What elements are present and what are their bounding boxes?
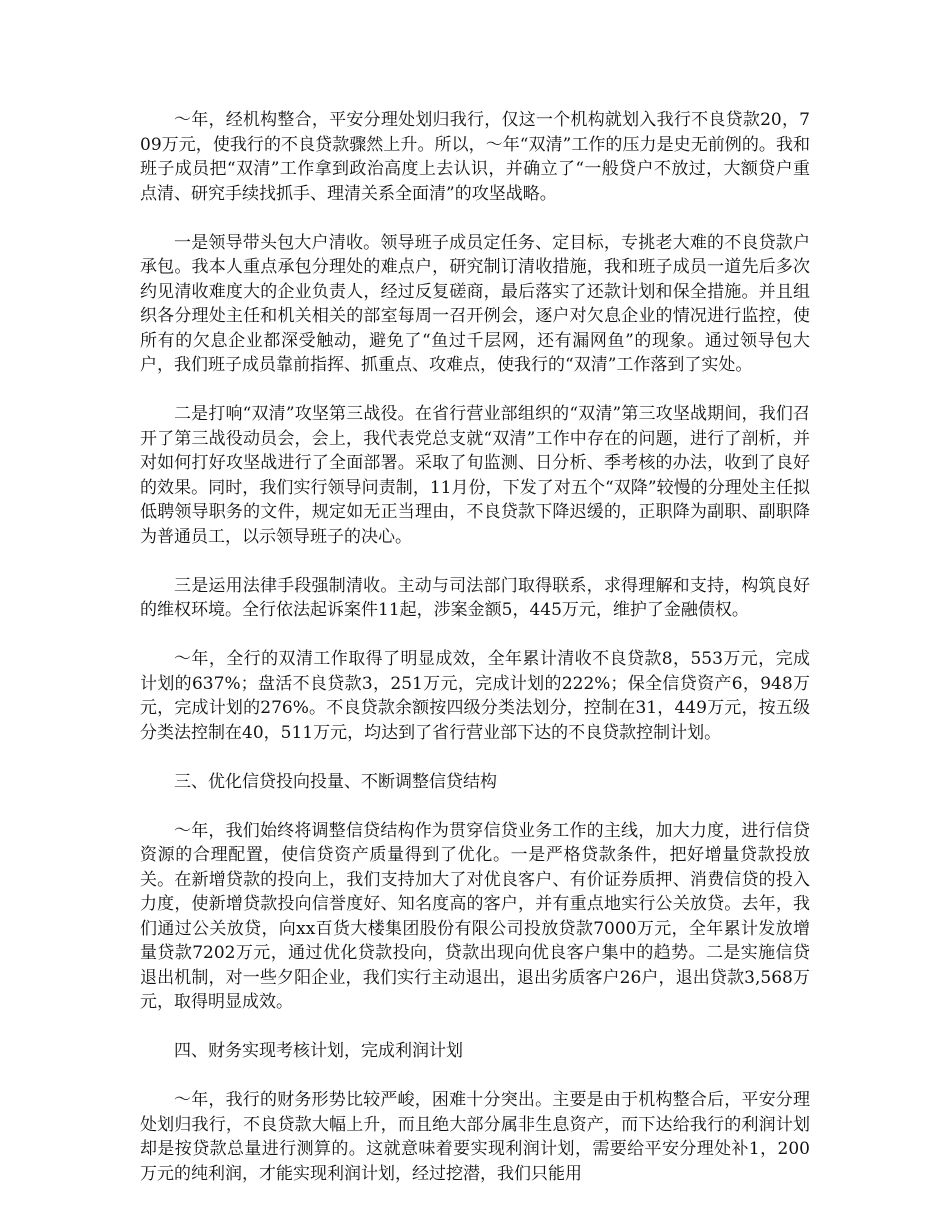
paragraph-leaders-collect: 一是领导带头包大户清收。领导班子成员定任务、定目标，专挑老大难的不良贷款户承包。我本人重点承包分理处的难点户，研究制订清收措施，我和班子成员一道先后多次约见清收难度大的企业负责人，经过反复磋商，最后落实了还款计划和保全措施。并且组织各分理处主任和机关相关的部室每周一召开例会，逐户对欠息企业的情况进行监控，使所有的欠息企业都深受触动，避免了“鱼过千层网，还有漏网鱼”的现象。通过领导包大户，我们班子成员靠前指挥、抓重点、攻难点，使我行的“双清”工作落到了实处。 <box>140 232 810 375</box>
paragraph-credit-structure: ～年，我们始终将调整信贷结构作为贯穿信贷业务工作的主线，加大力度，进行信贷资源的合理配置，使信贷资产质量得到了优化。一是严格贷款条件，把好增量贷款投放关。在新增贷款的投向上，我们支持加大了对优良客户、有价证券质押、消费信贷的投入力度，使新增贷款投向信誉度好、知名度高的客户，并有重点地实行公关放贷。去年，我们通过公关放贷，向xx百货大楼集团股份有限公司投放贷款7000万元，全年累计发放增量贷款7202万元，通过优化贷款投向，贷款出现向优良客户集中的趋势。二是实施信贷退出机制，对一些夕阳企业，我们实行主动退出，退出劣质客户26户，退出贷款3,568万元，取得明显成效。 <box>140 820 810 1012</box>
paragraph-legal-means: 三是运用法律手段强制清收。主动与司法部门取得联系，求得理解和支持，构筑良好的维权环境。全行依法起诉案件11起，涉案金额5，445万元，维护了金融债权。 <box>140 575 810 620</box>
paragraph-results: ～年，全行的双清工作取得了明显成效，全年累计清收不良贷款8，553万元，完成计划的637%；盘活不良贷款3，251万元，完成计划的222%；保全信贷资产6，948万元，完成计划的276%。不良贷款余额按四级分类法划分，控制在31，449万元，按五级分类法控制在40，511万元，均达到了省行营业部下达的不良贷款控制计划。 <box>140 649 810 743</box>
section-heading-finance-plan: 四、财务实现考核计划，完成利润计划 <box>174 1041 463 1061</box>
paragraph-finance-plan: ～年，我行的财务形势比较严峻，困难十分突出。主要是由于机构整合后，平安分理处划归我行，不良贷款大幅上升，而且绝大部分属非生息资产，而下达给我行的利润计划却是按贷款总量进行测算的。这就意味着要实现利润计划，需要给平安分理处补1，200万元的纯利润，才能实现利润计划，经过挖潜，我们只能用 <box>140 1090 810 1184</box>
paragraph-third-campaign: 二是打响“双清”攻坚第三战役。在省行营业部组织的“双清”第三攻坚战期间，我们召开了第三战役动员会，会上，我代表党总支就“双清”工作中存在的问题，进行了剖析，并对如何打好攻坚战进行了全面部署。采取了旬监测、日分析、季考核的办法，收到了良好的效果。同时，我们实行领导问责制，11月份，下发了对五个“双降”较慢的分理处主任拟低聘领导职务的文件，规定如无正当理由，不良贷款下降迟缓的，正职降为副职、副职降为普通员工，以示领导班子的决心。 <box>140 404 810 547</box>
section-heading-credit-structure: 三、优化信贷投向投量、不断调整信贷结构 <box>174 771 497 792</box>
paragraph-double-clear-intro: ～年，经机构整合，平安分理处划归我行，仅这一个机构就划入我行不良贷款20，709万元，使我行的不良贷款骤然上升。所以，～年“双清”工作的压力是史无前例的。我和班子成员把“双清”工作拿到政治高度上去认识，并确立了“一般贷户不放过，大额贷户重点清、研究手续找抓手、理清关系全面清”的攻坚战略。 <box>140 110 810 204</box>
